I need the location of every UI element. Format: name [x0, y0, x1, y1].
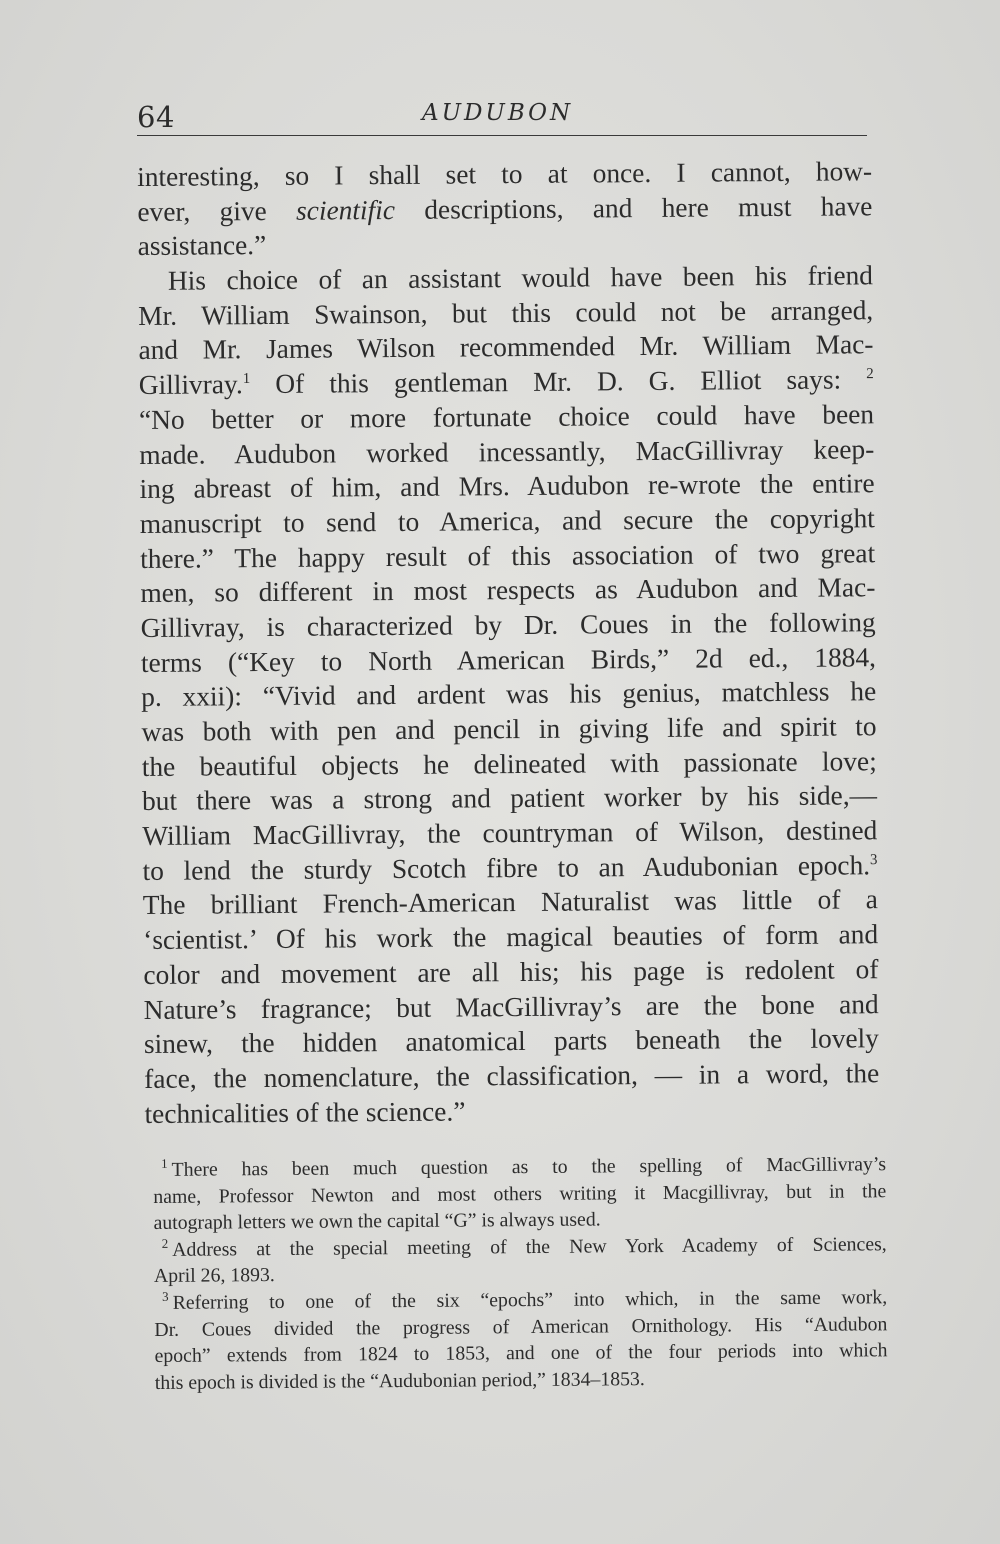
text-line: manuscript to send to America, and secure the copyright	[139, 503, 875, 539]
text-line: William MacGillivray, the countryman of Wilson, destined	[142, 815, 878, 852]
text-line: sinew, the hidden anatomical parts beneath the lovely	[143, 1023, 880, 1060]
text-line: assistance.”	[137, 230, 267, 262]
text-line: color and movement are all his; his page is redolent of	[143, 954, 879, 990]
text-line: men, so different in most respects as Audubon and Mac-	[140, 572, 876, 609]
footnote-mark: 3	[162, 1289, 169, 1305]
footnote-text: Dr. Coues divided the progress of American Ornithology. His “Audubon	[154, 1312, 888, 1341]
text-line: was both with pen and pencil in giving life and spirit to	[141, 711, 877, 747]
footnote-reference: 1	[242, 371, 251, 388]
text-line: ‘scientist.’ Of his work the magical beauties of form and	[143, 919, 879, 956]
text-line: made. Audubon worked incessantly, MacGillivray keep-	[139, 433, 875, 470]
text-line: but there was a strong and patient worker by his side,—	[141, 780, 878, 817]
text-line: p. xxii): “Vivid and ardent was his genius, matchless he	[141, 676, 877, 713]
text-line: face, the nomenclature, the classification, — in a word, the	[144, 1058, 880, 1094]
footnote-reference: 2	[866, 366, 874, 383]
text-line: and Mr. James Wilson recommended Mr. William Mac-	[138, 329, 874, 366]
italic-word: scientific	[295, 194, 396, 226]
text-line: terms (“Key to North American Birds,” 2d ed., 1884,	[140, 641, 877, 678]
text-line: Nature’s fragrance; but MacGillivray’s are the bone and	[143, 988, 879, 1025]
body-text	[137, 154, 880, 1131]
running-title: AUDUBON	[422, 100, 574, 126]
running-head	[137, 96, 867, 136]
footnote-text: April 26, 1893.	[153, 1264, 275, 1288]
text-line: ing abreast of him, and Mrs. Audubon re-wrote the entire	[139, 468, 875, 505]
text-line: His choice of an assistant would have been his friend	[167, 260, 874, 296]
text-line: to lend the sturdy Scotch fibre to an Audubonian epoch.$^3$	[142, 850, 878, 886]
footnote-text: this epoch is divided is the “Audubonian period,” 1834–1853.	[154, 1367, 645, 1394]
footnote-text: There has been much question as to the spelling of MacGillivray’s	[171, 1153, 887, 1181]
footnote-text: epoch” extends from 1824 to 1853, and one of the four periods into which	[154, 1339, 888, 1368]
text-line: “No better or more fortunate choice could have been	[138, 399, 875, 435]
footnote-line	[155, 1364, 888, 1396]
footnote-text: name, Professor Newton and most others writing it Macgillivray, but in the	[153, 1179, 887, 1208]
footnote-text: Address at the special meeting of the New York Academy of Sciences,	[172, 1233, 887, 1261]
text-line: there.” The happy result of this association of two great	[140, 537, 876, 574]
footnotes	[153, 1151, 888, 1396]
header-rule	[137, 135, 867, 136]
text-line: Gillivray.$^1$ Of this gentleman Mr. D. G. Elliot says: $^2$	[138, 364, 874, 401]
footnote-reference: 3	[869, 851, 878, 868]
text-line: Gillivray, is characterized by Dr. Coues in the following	[140, 607, 876, 643]
footnote-text: Referring to one of the six “epochs” into which, in the same work,	[172, 1286, 888, 1314]
text-line: the beautiful objects he delineated with passionate love;	[141, 745, 877, 782]
text-line: ever, give scientific descriptions, and here must have	[137, 190, 873, 227]
text-line: Mr. William Swainson, but this could not be arranged,	[138, 294, 874, 331]
footnote-mark: 1	[160, 1156, 168, 1172]
text-line: The brilliant French-American Naturalist was little of a	[142, 884, 878, 921]
page-number: 64	[137, 100, 175, 134]
text-line: interesting, so I shall set to at once. I cannot, how-	[137, 156, 873, 192]
footnote-text: autograph letters we own the capital “G” is always used.	[153, 1208, 601, 1235]
footnote-mark: 2	[161, 1236, 169, 1252]
text-line: technicalities of the science.”	[144, 1096, 466, 1129]
